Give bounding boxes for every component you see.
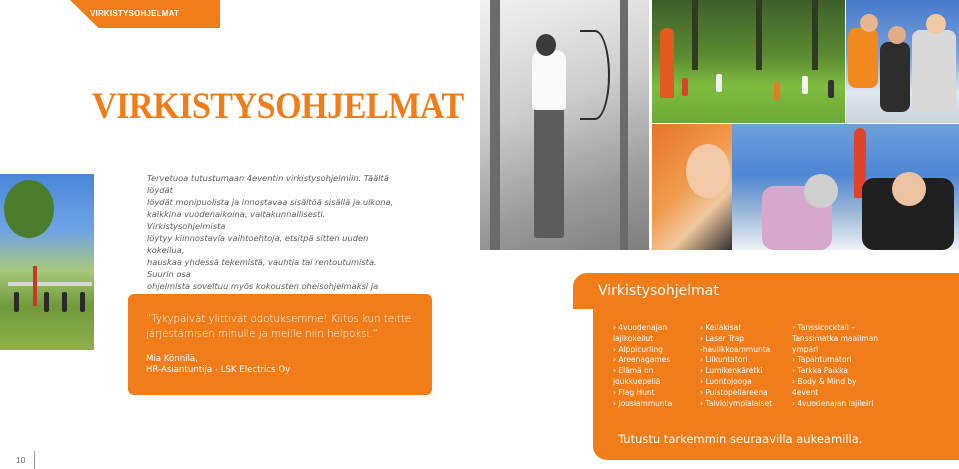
activity-item: › Alppicurling: [613, 344, 663, 354]
activity-item: › Tarkka Paikka: [792, 366, 848, 376]
activity-item: 4event: [792, 387, 819, 397]
photo-face: [926, 14, 946, 34]
photo-person: [682, 78, 688, 96]
photo-flag: [33, 266, 37, 306]
intro-line: Tervetuoa tutustumaan 4eventin virkistysohjelmiin. Täältä löydät: [147, 173, 389, 195]
activity-item: › Liikuntatori: [700, 355, 748, 365]
photo-face: [804, 174, 838, 208]
photo-tree-trunk: [620, 0, 628, 250]
outdoor-games-photo: [0, 174, 94, 350]
snow-activity-photo: [732, 124, 959, 250]
activity-item: › Luontojooga: [700, 376, 752, 386]
activity-item: › Jousiammunta: [613, 398, 673, 408]
testimonial-author: Mia Könnilä,: [146, 354, 198, 364]
testimonial-quote: [146, 312, 412, 342]
activities-column-1: [613, 323, 672, 409]
activity-item: › Laser Trap: [700, 333, 745, 343]
photo-person: [44, 292, 49, 312]
intro-line: löydät monipuolista ja innostavaa sisältöä sisällä ja ulkona,: [147, 197, 394, 207]
testimonial-quote-line: ”Tykypäivät ylittivät odotuksemme! Kiitos kun teitte: [146, 314, 412, 325]
testimonial-role: HR-Asiantuntija - LSK Electrics Oy: [146, 365, 291, 375]
photo-person: [912, 30, 956, 112]
activities-title: Virkistysohjelmat: [598, 283, 719, 299]
activity-item: › Elämä on: [613, 366, 654, 376]
photo-tree-trunk: [812, 0, 818, 70]
activities-column-2: [700, 323, 772, 409]
photo-tree-trunk: [756, 0, 762, 70]
activity-item: › Lumikenkäretki: [700, 366, 763, 376]
activities-footer-text: Tutustu tarkemmin seuraavilla aukeamilla.: [618, 432, 863, 446]
activity-item: › Flag Hunt: [613, 387, 655, 397]
header-tab-label: VIRKISTYSOHJELMAT: [90, 9, 180, 18]
photo-tree-trunk: [490, 0, 500, 250]
page-number: 10: [16, 455, 26, 465]
winter-group-photo: [846, 0, 959, 123]
photo-tree: [4, 180, 54, 238]
photo-person: [848, 28, 878, 88]
archer-body: [532, 50, 566, 110]
photo-person: [880, 42, 910, 112]
activity-item: -haulikkoammunta: [700, 344, 771, 354]
activities-column-3: [792, 323, 878, 409]
activity-item: lajikokeilut: [613, 333, 654, 343]
photo-person: [774, 82, 780, 100]
photo-person: [802, 76, 808, 94]
intro-line: hauskaa yhdessä tekemistä, vauhtia tai rentoutumista. Suurin osa: [147, 257, 377, 279]
activity-item: › Tanssicocktail –: [792, 323, 855, 332]
activity-item: ympäri: [792, 344, 819, 354]
photo-person: [716, 74, 722, 92]
photo-net: [8, 282, 92, 286]
activity-item: › 4vuodenajan lajileiri: [792, 398, 874, 408]
activity-item: › Keilakisat: [700, 323, 742, 332]
page-title: VIRKISTYSOHJELMAT: [92, 86, 464, 127]
smiling-face-photo: [652, 124, 732, 250]
photo-face: [860, 14, 878, 32]
photo-face: [888, 26, 906, 44]
photo-tree-trunk: [692, 0, 698, 70]
activity-item: › Areenagames: [613, 355, 671, 365]
activity-item: › Talviolympialaiset: [700, 398, 773, 408]
field-games-photo: [652, 0, 845, 123]
activity-item: › Puistopeliareena: [700, 387, 768, 397]
archery-photo: [480, 0, 649, 250]
testimonial-box: [128, 294, 432, 395]
archer-legs: [534, 108, 564, 238]
archer-head: [536, 34, 556, 56]
testimonial-quote-line: järjestämisen minulle ja meille niin helpoksi.”: [146, 329, 378, 340]
intro-line: ohjelmista soveltuu myös kokousten oheisohjelmaksi ja: [147, 281, 379, 291]
intro-line: löytyy kiinnostavia vaihtoehtoja, etsitpä sitten uuden kokeilua,: [147, 233, 369, 255]
activity-item: › Tapahtumatori: [792, 355, 852, 365]
photo-face: [686, 144, 730, 198]
photo-person: [828, 80, 834, 98]
photo-face: [892, 172, 926, 206]
intro-line: kaikkina vuodenaikoina, valtakunnallisesti. Virkistysohjelmista: [147, 209, 326, 231]
event-banner: [660, 28, 674, 98]
page-number-divider: [34, 451, 35, 469]
activity-item: › 4vuodenajan: [613, 323, 668, 332]
activity-item: Tanssimatka maailman: [792, 333, 878, 343]
activity-item: joukkuepeliä: [613, 376, 661, 386]
bow-icon: [580, 30, 610, 120]
photo-person: [14, 292, 19, 312]
activity-item: › Body & Mind by: [792, 376, 857, 386]
photo-person: [80, 292, 85, 312]
photo-person: [62, 292, 67, 312]
